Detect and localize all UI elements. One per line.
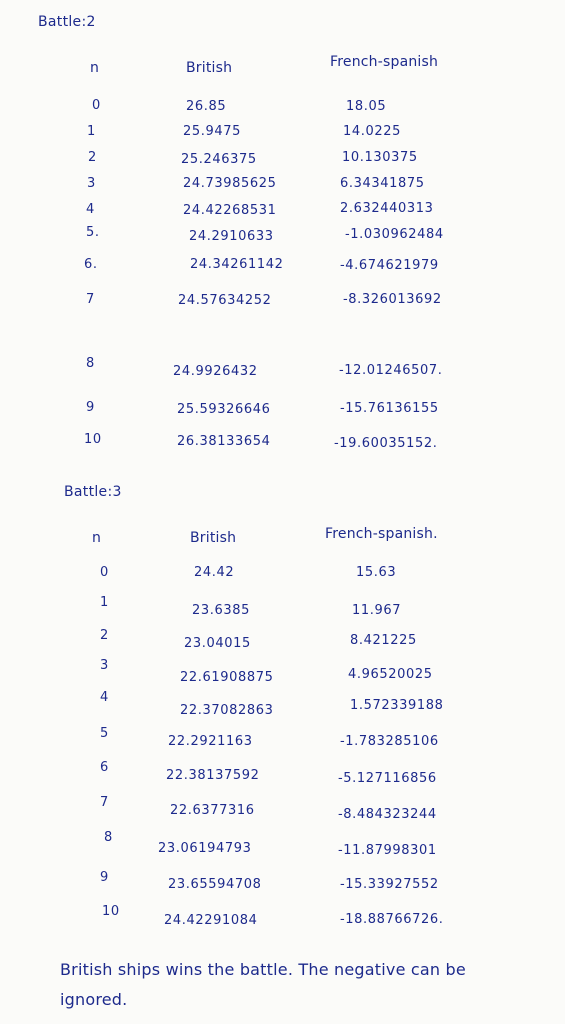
british-value: 26.85 bbox=[186, 99, 227, 114]
french-spanish-value: 15.63 bbox=[356, 565, 397, 580]
british-value: 24.42 bbox=[194, 565, 235, 580]
conclusion-line-1: British ships wins the battle. The negative can be bbox=[60, 960, 466, 979]
battle2-header-british: British bbox=[186, 60, 233, 76]
british-value: 22.37082863 bbox=[180, 703, 274, 718]
french-spanish-value: 8.421225 bbox=[350, 633, 417, 648]
british-value: 22.2921163 bbox=[168, 734, 253, 749]
british-value: 23.65594708 bbox=[168, 877, 262, 892]
n-value: 5 bbox=[100, 726, 109, 741]
n-value: 1 bbox=[100, 595, 109, 610]
battle2-title: Battle:2 bbox=[38, 14, 96, 30]
french-spanish-value: -5.127116856 bbox=[338, 771, 437, 786]
n-value: 9 bbox=[100, 870, 109, 885]
battle3-title: Battle:3 bbox=[64, 484, 122, 500]
british-value: 23.04015 bbox=[184, 636, 251, 651]
battle3-header-british: British bbox=[190, 530, 237, 546]
french-spanish-value: -1.030962484 bbox=[345, 227, 444, 242]
conclusion-line-2: ignored. bbox=[60, 990, 128, 1009]
n-value: 3 bbox=[100, 658, 109, 673]
french-spanish-value: 10.130375 bbox=[342, 150, 418, 165]
n-value: 2 bbox=[88, 150, 97, 165]
n-value: 0 bbox=[92, 98, 101, 113]
british-value: 23.6385 bbox=[192, 603, 250, 618]
french-spanish-value: 11.967 bbox=[352, 603, 402, 618]
french-spanish-value: 14.0225 bbox=[343, 124, 401, 139]
french-spanish-value: -8.326013692 bbox=[343, 292, 442, 307]
n-value: 0 bbox=[100, 565, 109, 580]
british-value: 23.06194793 bbox=[158, 841, 252, 856]
british-value: 24.57634252 bbox=[178, 293, 272, 308]
british-value: 25.9475 bbox=[183, 124, 241, 139]
n-value: 4 bbox=[86, 202, 95, 217]
french-spanish-value: -15.33927552 bbox=[340, 877, 439, 892]
british-value: 25.246375 bbox=[181, 152, 257, 167]
french-spanish-value: 18.05 bbox=[346, 99, 387, 114]
n-value: 9 bbox=[86, 400, 95, 415]
british-value: 24.34261142 bbox=[190, 257, 284, 272]
french-spanish-value: -1.783285106 bbox=[340, 734, 439, 749]
british-value: 26.38133654 bbox=[177, 434, 271, 449]
n-value: 7 bbox=[100, 795, 109, 810]
n-value: 5. bbox=[86, 225, 100, 240]
french-spanish-value: -8.484323244 bbox=[338, 807, 437, 822]
british-value: 22.61908875 bbox=[180, 670, 274, 685]
british-value: 22.38137592 bbox=[166, 768, 260, 783]
british-value: 24.73985625 bbox=[183, 176, 277, 191]
french-spanish-value: -11.87998301 bbox=[338, 843, 437, 858]
british-value: 25.59326646 bbox=[177, 402, 271, 417]
british-value: 24.2910633 bbox=[189, 229, 274, 244]
french-spanish-value: 2.632440313 bbox=[340, 201, 434, 216]
french-spanish-value: -15.76136155 bbox=[340, 401, 439, 416]
battle2-header-n: n bbox=[90, 60, 100, 76]
british-value: 24.9926432 bbox=[173, 364, 258, 379]
n-value: 10 bbox=[102, 904, 120, 919]
n-value: 7 bbox=[86, 292, 95, 307]
french-spanish-value: -12.01246507. bbox=[339, 363, 443, 378]
n-value: 8 bbox=[104, 830, 113, 845]
n-value: 6 bbox=[100, 760, 109, 775]
british-value: 24.42268531 bbox=[183, 203, 277, 218]
n-value: 1 bbox=[87, 124, 96, 139]
n-value: 10 bbox=[84, 432, 102, 447]
french-spanish-value: 6.34341875 bbox=[340, 176, 425, 191]
battle3-header-french-spanish: French-spanish. bbox=[325, 526, 438, 542]
french-spanish-value: -4.674621979 bbox=[340, 258, 439, 273]
british-value: 22.6377316 bbox=[170, 803, 255, 818]
n-value: 8 bbox=[86, 356, 95, 371]
battle3-header-n: n bbox=[92, 530, 102, 546]
n-value: 2 bbox=[100, 628, 109, 643]
french-spanish-value: 1.572339188 bbox=[350, 698, 444, 713]
n-value: 3 bbox=[87, 176, 96, 191]
n-value: 4 bbox=[100, 690, 109, 705]
french-spanish-value: -18.88766726. bbox=[340, 912, 444, 927]
british-value: 24.42291084 bbox=[164, 913, 258, 928]
n-value: 6. bbox=[84, 257, 98, 272]
battle2-header-french-spanish: French-spanish bbox=[330, 54, 439, 70]
french-spanish-value: 4.96520025 bbox=[348, 667, 433, 682]
french-spanish-value: -19.60035152. bbox=[334, 436, 438, 451]
